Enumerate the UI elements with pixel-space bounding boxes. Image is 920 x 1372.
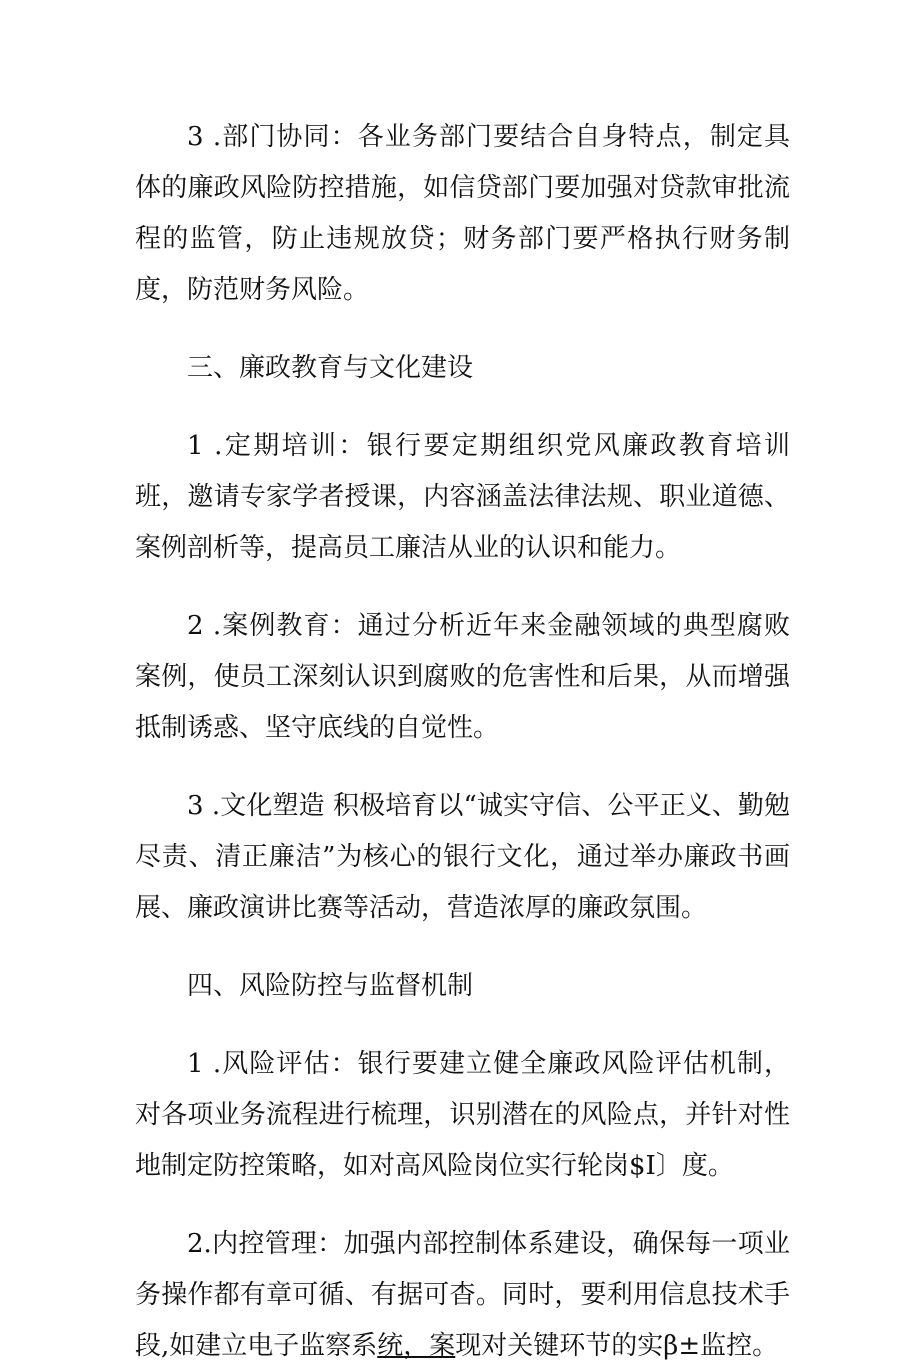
underlined-fragment: 统，案	[377, 1331, 456, 1361]
paragraph-department-coordination: 3 .部门协同：各业务部门要结合自身特点，制定具体的廉政风险防控措施，如信贷部门要加强对贷款审批流程的监管，防止违规放贷；财务部门要严格执行财务制度，防范财务风险。	[135, 122, 790, 305]
internal-control-tail: 现对关键环节的实β±监控。	[455, 1331, 779, 1361]
paragraph-internal-control	[135, 1219, 790, 1372]
paragraph-regular-training: 1 .定期培训：银行要定期组织党风廉政教育培训班，邀请专家学者授课，内容涵盖法律法规、职业道德、案例剖析等，提高员工廉洁从业的认识和能力。	[135, 431, 790, 563]
internal-control-text: 2.内控管理：加强内部控制体系建设，确保每一项业务操作都有章可循、有据可杳。同时，要利用信息技术手段,如建立电子监察系	[135, 1229, 790, 1361]
paragraph-risk-assessment: 1 .风险评估：银行要建立健全廉政风险评估机制，对各项业务流程进行梳理，识别潜在的风险点，并针对性地制定防控策略，如对高风险岗位实行轮岗$I〕度。	[135, 1049, 790, 1181]
section-heading-4: 四、风险防控与监督机制	[187, 971, 474, 1001]
paragraph-case-education: 2 .案例教育：通过分析近年来金融领域的典型腐败案例，使员工深刻认识到腐败的危害性和后果，从而增强抵制诱惑、坚守底线的自觉性。	[135, 611, 790, 743]
section-heading-3: 三、廉政教育与文化建设	[187, 353, 474, 383]
paragraph-culture-shaping: 3 .文化塑造 积极培育以“诚实守信、公平正义、勤勉尽责、清正廉洁”为核心的银行文化，通过举办廉政书画展、廉政演讲比赛等活动，营造浓厚的廉政氛围。	[135, 791, 790, 923]
